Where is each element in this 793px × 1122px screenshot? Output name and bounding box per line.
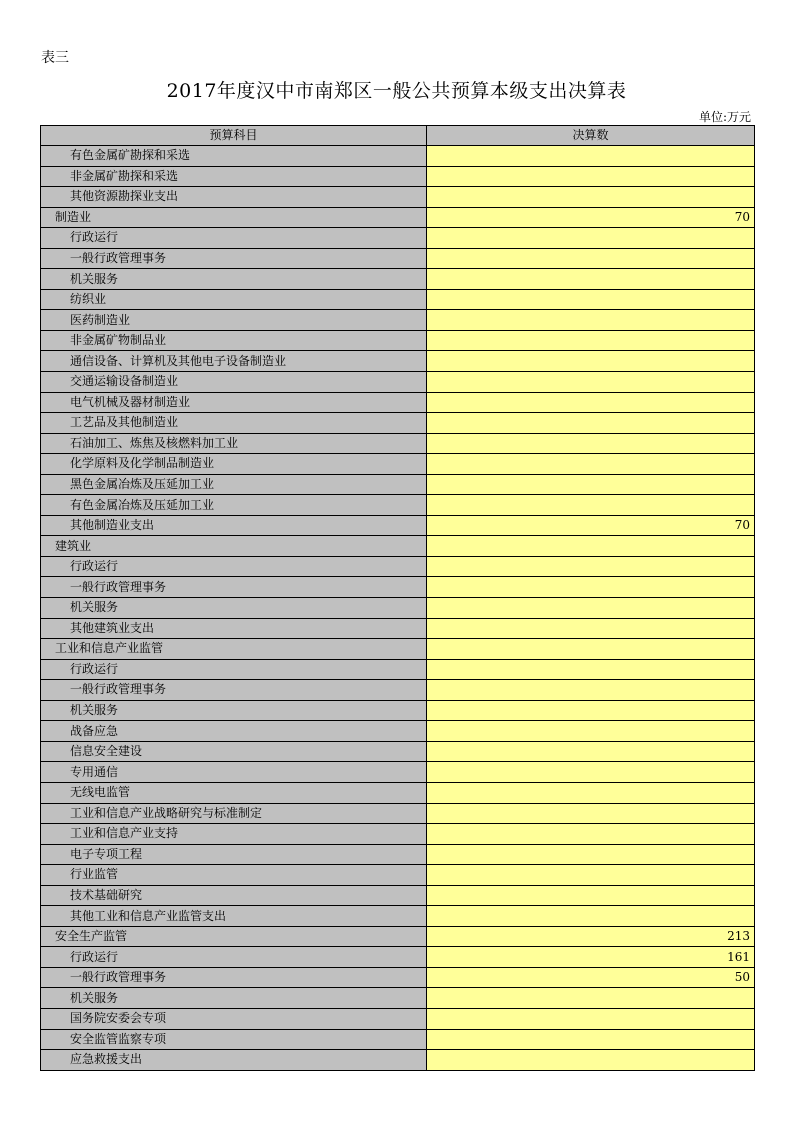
table-row xyxy=(41,659,755,680)
table-row xyxy=(41,926,755,947)
budget-item-name: 信息安全建设 xyxy=(41,741,427,762)
final-amount-cell[interactable]: 70 xyxy=(427,515,755,536)
final-amount-cell[interactable] xyxy=(427,187,755,208)
budget-item-name: 安全生产监管 xyxy=(41,926,427,947)
final-amount-cell[interactable] xyxy=(427,372,755,393)
final-amount-cell[interactable] xyxy=(427,618,755,639)
budget-item-name: 化学原料及化学制品制造业 xyxy=(41,454,427,475)
budget-item-name: 建筑业 xyxy=(41,536,427,557)
budget-item-name: 机关服务 xyxy=(41,988,427,1009)
table-row xyxy=(41,721,755,742)
budget-item-name: 机关服务 xyxy=(41,700,427,721)
final-amount-cell[interactable] xyxy=(427,1029,755,1050)
final-amount-cell[interactable] xyxy=(427,721,755,742)
final-amount-cell[interactable] xyxy=(427,906,755,927)
budget-item-name: 其他工业和信息产业监管支出 xyxy=(41,906,427,927)
budget-item-name: 行业监管 xyxy=(41,865,427,886)
table-row xyxy=(41,741,755,762)
final-amount-cell[interactable] xyxy=(427,824,755,845)
budget-item-name: 行政运行 xyxy=(41,228,427,249)
final-amount-cell[interactable] xyxy=(427,659,755,680)
final-amount-cell[interactable] xyxy=(427,700,755,721)
budget-item-name: 电子专项工程 xyxy=(41,844,427,865)
budget-item-name: 安全监管监察专项 xyxy=(41,1029,427,1050)
table-number: 表三 xyxy=(41,50,69,66)
table-row xyxy=(41,598,755,619)
final-amount-cell[interactable] xyxy=(427,598,755,619)
budget-item-name: 工业和信息产业支持 xyxy=(41,824,427,845)
table-row xyxy=(41,844,755,865)
budget-item-name: 应急救援支出 xyxy=(41,1050,427,1071)
budget-item-name: 石油加工、炼焦及核燃料加工业 xyxy=(41,433,427,454)
table-row xyxy=(41,680,755,701)
table-body xyxy=(41,146,755,1071)
final-amount-cell[interactable]: 161 xyxy=(427,947,755,968)
budget-table xyxy=(40,125,755,1071)
final-amount-cell[interactable] xyxy=(427,166,755,187)
table-row xyxy=(41,330,755,351)
table-row xyxy=(41,1050,755,1071)
table-row xyxy=(41,824,755,845)
table-row xyxy=(41,967,755,988)
table-row xyxy=(41,187,755,208)
final-amount-cell[interactable] xyxy=(427,248,755,269)
final-amount-cell[interactable]: 70 xyxy=(427,207,755,228)
budget-item-name: 一般行政管理事务 xyxy=(41,577,427,598)
table-row xyxy=(41,166,755,187)
table-row xyxy=(41,1029,755,1050)
final-amount-cell[interactable]: 50 xyxy=(427,967,755,988)
final-amount-cell[interactable] xyxy=(427,454,755,475)
budget-item-name: 机关服务 xyxy=(41,269,427,290)
budget-item-name: 其他资源勘探业支出 xyxy=(41,187,427,208)
budget-item-name: 行政运行 xyxy=(41,659,427,680)
table-row xyxy=(41,906,755,927)
final-amount-cell[interactable] xyxy=(427,762,755,783)
budget-item-name: 一般行政管理事务 xyxy=(41,967,427,988)
budget-item-name: 通信设备、计算机及其他电子设备制造业 xyxy=(41,351,427,372)
final-amount-cell[interactable] xyxy=(427,351,755,372)
table-row xyxy=(41,536,755,557)
final-amount-cell[interactable] xyxy=(427,741,755,762)
final-amount-cell[interactable] xyxy=(427,803,755,824)
header-final-amount: 决算数 xyxy=(427,126,755,146)
table-row xyxy=(41,803,755,824)
budget-item-name: 有色金属矿勘探和采选 xyxy=(41,146,427,167)
final-amount-cell[interactable] xyxy=(427,289,755,310)
table-row xyxy=(41,146,755,167)
table-row xyxy=(41,618,755,639)
final-amount-cell[interactable] xyxy=(427,1008,755,1029)
table-row xyxy=(41,310,755,331)
final-amount-cell[interactable] xyxy=(427,782,755,803)
final-amount-cell[interactable] xyxy=(427,639,755,660)
budget-item-name: 其他制造业支出 xyxy=(41,515,427,536)
table-row xyxy=(41,372,755,393)
final-amount-cell[interactable] xyxy=(427,269,755,290)
budget-item-name: 交通运输设备制造业 xyxy=(41,372,427,393)
table-row xyxy=(41,947,755,968)
budget-item-name: 制造业 xyxy=(41,207,427,228)
budget-item-name: 国务院安委会专项 xyxy=(41,1008,427,1029)
budget-item-name: 非金属矿物制品业 xyxy=(41,330,427,351)
final-amount-cell[interactable] xyxy=(427,330,755,351)
budget-item-name: 行政运行 xyxy=(41,556,427,577)
budget-item-name: 战备应急 xyxy=(41,721,427,742)
table-row xyxy=(41,228,755,249)
budget-item-name: 电气机械及器材制造业 xyxy=(41,392,427,413)
table-row xyxy=(41,865,755,886)
table-row xyxy=(41,289,755,310)
table-row xyxy=(41,1008,755,1029)
final-amount-cell[interactable] xyxy=(427,577,755,598)
table-row xyxy=(41,782,755,803)
final-amount-cell[interactable] xyxy=(427,474,755,495)
table-row xyxy=(41,762,755,783)
final-amount-cell[interactable] xyxy=(427,988,755,1009)
final-amount-cell[interactable] xyxy=(427,495,755,516)
table-row xyxy=(41,639,755,660)
budget-item-name: 一般行政管理事务 xyxy=(41,680,427,701)
unit-label: 单位:万元 xyxy=(698,110,751,124)
budget-item-name: 行政运行 xyxy=(41,947,427,968)
table-row xyxy=(41,474,755,495)
budget-item-name: 黑色金属冶炼及压延加工业 xyxy=(41,474,427,495)
final-amount-cell[interactable] xyxy=(427,556,755,577)
final-amount-cell[interactable] xyxy=(427,392,755,413)
table-row xyxy=(41,248,755,269)
table-row xyxy=(41,577,755,598)
table-row xyxy=(41,988,755,1009)
budget-item-name: 机关服务 xyxy=(41,598,427,619)
budget-item-name: 有色金属冶炼及压延加工业 xyxy=(41,495,427,516)
final-amount-cell[interactable] xyxy=(427,680,755,701)
budget-item-name: 技术基础研究 xyxy=(41,885,427,906)
table-row xyxy=(41,433,755,454)
table-row xyxy=(41,515,755,536)
final-amount-cell[interactable] xyxy=(427,885,755,906)
budget-item-name: 专用通信 xyxy=(41,762,427,783)
budget-item-name: 医药制造业 xyxy=(41,310,427,331)
final-amount-cell[interactable]: 213 xyxy=(427,926,755,947)
table-row xyxy=(41,269,755,290)
header-row xyxy=(41,126,755,146)
final-amount-cell[interactable] xyxy=(427,146,755,167)
header-budget-item: 预算科目 xyxy=(41,126,427,146)
final-amount-cell[interactable] xyxy=(427,228,755,249)
table-row xyxy=(41,885,755,906)
final-amount-cell[interactable] xyxy=(427,433,755,454)
table-row xyxy=(41,454,755,475)
budget-item-name: 工艺品及其他制造业 xyxy=(41,413,427,434)
budget-item-name: 非金属矿勘探和采选 xyxy=(41,166,427,187)
table-row xyxy=(41,351,755,372)
table-row xyxy=(41,392,755,413)
table-row xyxy=(41,495,755,516)
budget-item-name: 一般行政管理事务 xyxy=(41,248,427,269)
final-amount-cell[interactable] xyxy=(427,844,755,865)
table-row xyxy=(41,207,755,228)
budget-item-name: 无线电监管 xyxy=(41,782,427,803)
table-row xyxy=(41,556,755,577)
budget-item-name: 纺织业 xyxy=(41,289,427,310)
final-amount-cell[interactable] xyxy=(427,310,755,331)
table-row xyxy=(41,413,755,434)
final-amount-cell[interactable] xyxy=(427,413,755,434)
final-amount-cell[interactable] xyxy=(427,865,755,886)
budget-item-name: 工业和信息产业监管 xyxy=(41,639,427,660)
final-amount-cell[interactable] xyxy=(427,536,755,557)
budget-item-name: 工业和信息产业战略研究与标准制定 xyxy=(41,803,427,824)
final-amount-cell[interactable] xyxy=(427,1050,755,1071)
table-row xyxy=(41,700,755,721)
page-title: 2017年度汉中市南郑区一般公共预算本级支出决算表 xyxy=(166,80,627,102)
budget-item-name: 其他建筑业支出 xyxy=(41,618,427,639)
